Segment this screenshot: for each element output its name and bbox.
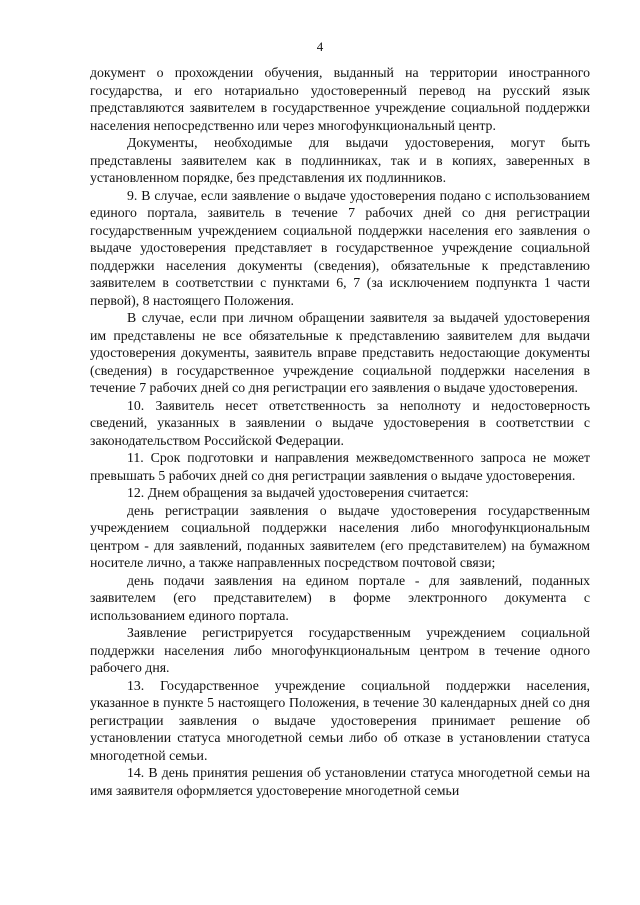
paragraph: 9. В случае, если заявление о выдаче удостоверения подано с использованием единого портала, заявитель в течение 7 рабочих дней со дня регистрации государственным учреждением социальной поддержки населения его заявления о выдаче удостоверения представляет в государственное учреждение социальной поддержки населения документы (сведения), обязательные к представлению заявителем в соответствии с пунктами 6, 7 (за исключением подпункта 1 части первой), 8 настоящего Положения. — [90, 187, 590, 308]
paragraph: 11. Срок подготовки и направления межведомственного запроса не может превышать 5 рабочих дней со дня регистрации заявления о выдаче удостоверения. — [90, 450, 590, 483]
page-body — [90, 64, 590, 799]
page-number: 4 — [316, 39, 324, 54]
paragraph: В случае, если при личном обращении заявителя за выдачей удостоверения им представлены не все обязательные к представлению заявителем для выдачи удостоверения документы, заявитель вправе представить недостающие документы (сведения) в государственное учреждение социальной поддержки населения в течение 7 рабочих дней со дня регистрации его заявления о выдаче удостоверения. — [90, 310, 590, 395]
paragraph: Заявление регистрируется государственным учреждением социальной поддержки населения либо многофункциональным центром в течение одного рабочего дня. — [90, 625, 590, 675]
paragraph: 12. Днем обращения за выдачей удостоверения считается: — [127, 485, 469, 500]
paragraph: день подачи заявления на едином портале - для заявлений, поданных заявителем (его представителем) в форме электронного документа с использованием единого портала. — [90, 572, 590, 623]
paragraph: Документы, необходимые для выдачи удостоверения, могут быть представлены заявителем как в подлинниках, так и в копиях, заверенных в установленном порядке, без представления их подлинников. — [90, 135, 590, 185]
paragraph: день регистрации заявления о выдаче удостоверения государственным учреждением социальной поддержки населения либо многофункциональным центром - для заявлений, поданных заявителем (его представителем) на бумажном носителе лично, а также направленных посредством почтовой связи; — [90, 502, 590, 570]
paragraph: 14. В день принятия решения об установлении статуса многодетной семьи на имя заявителя оформляется удостоверение многодетной семьи — [90, 765, 590, 798]
paragraph: документ о прохождении обучения, выданный на территории иностранного государства, и его нотариально удостоверенный перевод на русский язык представляются заявителем в государственное учреждение социальной поддержки населения непосредственно или через многофункциональный центр. — [90, 65, 590, 133]
paragraph: 10. Заявитель несет ответственность за неполноту и недостоверность сведений, указанных в заявлении о выдаче удостоверения в соответствии с законодательством Российской Федерации. — [90, 397, 590, 448]
paragraph: 13. Государственное учреждение социальной поддержки населения, указанное в пункте 5 настоящего Положения, в течение 30 календарных дней со дня регистрации заявления о выдаче удостоверения принимает решение об установлении статуса многодетной семьи либо об отказе в установлении статуса многодетной семьи. — [90, 677, 590, 763]
